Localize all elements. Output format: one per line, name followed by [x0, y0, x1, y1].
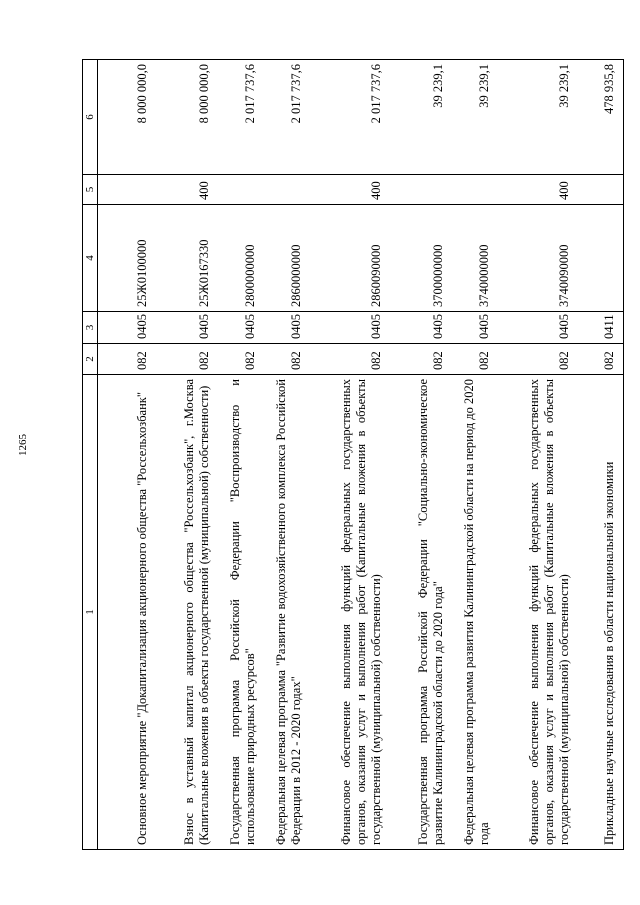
row-type	[578, 175, 624, 205]
row-section: 0411	[578, 312, 624, 344]
row-section: 0405	[390, 312, 452, 344]
row-type: 400	[310, 175, 390, 205]
row-ministry: 082	[390, 344, 452, 375]
row-section: 0405	[156, 312, 218, 344]
row-target: 2800000000	[218, 205, 264, 312]
row-amount: 478 935,8	[578, 60, 624, 175]
row-amount: 2 017 737,6	[264, 60, 310, 175]
row-amount: 2 017 737,6	[310, 60, 390, 175]
table-row	[498, 60, 578, 850]
row-section: 0405	[452, 312, 498, 344]
header-col-1: 1	[83, 375, 98, 850]
row-amount: 39 239,1	[390, 60, 452, 175]
header-col-3: 3	[83, 312, 98, 344]
table-body	[98, 60, 624, 850]
row-type: 400	[156, 175, 218, 205]
row-ministry: 082	[498, 344, 578, 375]
page-number: 1265	[17, 434, 29, 456]
row-ministry: 082	[156, 344, 218, 375]
row-name: Федеральная целевая программа "Развитие водохозяйственного комплекса Российской Федерации в 2012 - 2020 годах"	[264, 375, 310, 850]
row-name: Основное мероприятие "Докапитализация акционерного общества "Россельхозбанк"	[98, 375, 156, 850]
row-target	[578, 205, 624, 312]
row-name: Финансовое обеспечение выполнения функций федеральных государственных органов, оказания услуг и выполнения работ (Капитальные вложения в объекты государственной (муниципальной) собственности)	[498, 375, 578, 850]
row-target: 2860090000	[310, 205, 390, 312]
row-name: Финансовое обеспечение выполнения функций федеральных государственных органов, оказания услуг и выполнения работ (Капитальные вложения в объекты государственной (муниципальной) собственности)	[310, 375, 390, 850]
row-name: Прикладные научные исследования в области национальной экономики	[578, 375, 624, 850]
row-name: Государственная программа Российской Федерации "Воспроизводство и использование природных ресурсов"	[218, 375, 264, 850]
row-target: 3740090000	[498, 205, 578, 312]
row-ministry: 082	[98, 344, 156, 375]
row-type	[452, 175, 498, 205]
row-amount: 8 000 000,0	[98, 60, 156, 175]
row-section: 0405	[98, 312, 156, 344]
header-row	[83, 60, 98, 850]
row-type	[390, 175, 452, 205]
row-amount: 39 239,1	[498, 60, 578, 175]
table-frame	[82, 60, 617, 850]
row-amount: 2 017 737,6	[218, 60, 264, 175]
table-row	[390, 60, 452, 850]
row-ministry: 082	[310, 344, 390, 375]
header-col-6: 6	[83, 60, 98, 175]
row-ministry: 082	[264, 344, 310, 375]
row-amount: 8 000 000,0	[156, 60, 218, 175]
row-type	[264, 175, 310, 205]
table-row	[310, 60, 390, 850]
row-section: 0405	[310, 312, 390, 344]
header-col-2: 2	[83, 344, 98, 375]
row-name: Взнос в уставный капитал акционерного общества "Россельхозбанк", г.Москва (Капитальные вложения в объекты государственной (муниципальной) собственности)	[156, 375, 218, 850]
row-section: 0405	[218, 312, 264, 344]
row-ministry: 082	[452, 344, 498, 375]
row-target: 2860000000	[264, 205, 310, 312]
table-row	[264, 60, 310, 850]
table-row	[578, 60, 624, 850]
table-row	[156, 60, 218, 850]
table-row	[218, 60, 264, 850]
table-row	[452, 60, 498, 850]
table-header	[83, 60, 98, 850]
row-target: 3740000000	[452, 205, 498, 312]
rotated-page	[82, 60, 617, 850]
row-section: 0405	[264, 312, 310, 344]
row-type: 400	[498, 175, 578, 205]
row-amount: 39 239,1	[452, 60, 498, 175]
row-name: Государственная программа Российской Федерации "Социально-экономическое развитие Калининградской области до 2020 года"	[390, 375, 452, 850]
row-type	[98, 175, 156, 205]
budget-table	[82, 59, 624, 850]
row-target: 25Ж0100000	[98, 205, 156, 312]
row-section: 0405	[498, 312, 578, 344]
header-col-4: 4	[83, 205, 98, 312]
row-target: 25Ж0167330	[156, 205, 218, 312]
table-row	[98, 60, 156, 850]
row-name: Федеральная целевая программа развития Калининградской области на период до 2020 года	[452, 375, 498, 850]
row-target: 3700000000	[390, 205, 452, 312]
header-col-5: 5	[83, 175, 98, 205]
row-type	[218, 175, 264, 205]
row-ministry: 082	[218, 344, 264, 375]
row-ministry: 082	[578, 344, 624, 375]
